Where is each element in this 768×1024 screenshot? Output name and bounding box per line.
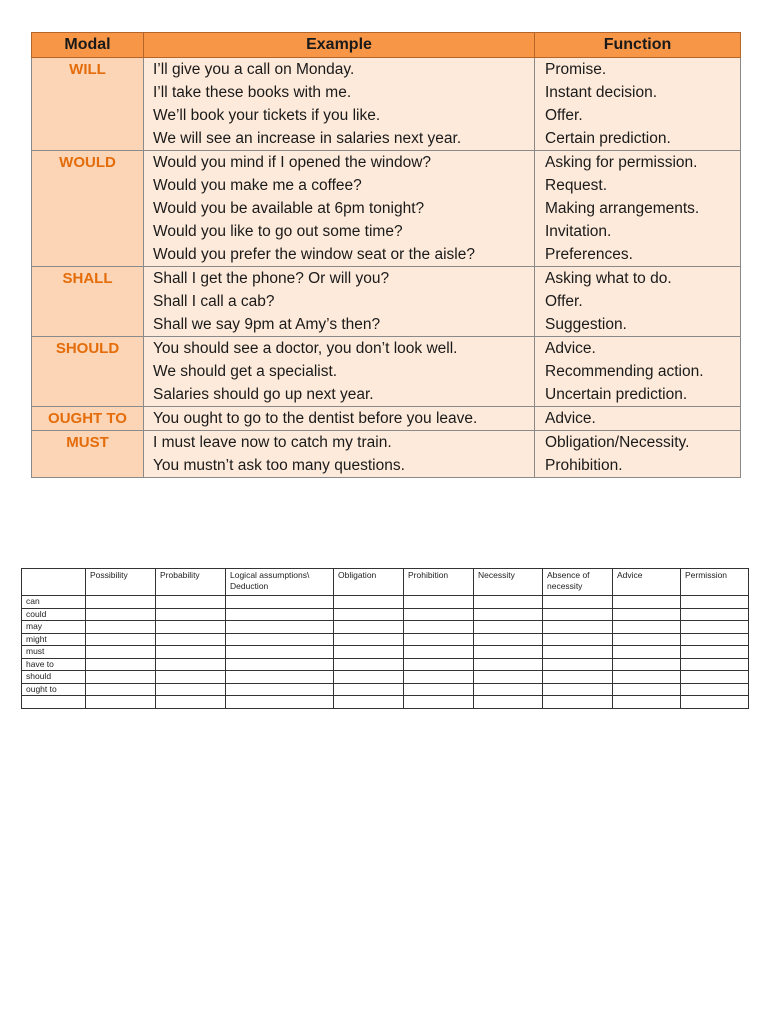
grid-empty-cell[interactable] bbox=[86, 596, 156, 609]
grid-empty-cell[interactable] bbox=[543, 608, 613, 621]
grid-empty-cell[interactable] bbox=[226, 683, 334, 696]
grid-row-label: may bbox=[22, 621, 86, 634]
grid-empty-cell[interactable] bbox=[334, 596, 404, 609]
function-label: Certain prediction. bbox=[545, 130, 671, 147]
grid-row-label: can bbox=[22, 596, 86, 609]
function-cell bbox=[535, 151, 741, 267]
grid-row-might bbox=[22, 633, 749, 646]
function-label: Asking what to do. bbox=[545, 270, 672, 287]
header-function: Function bbox=[535, 33, 741, 58]
modal-row-should bbox=[32, 337, 741, 407]
modal-name: WILL bbox=[32, 58, 144, 151]
grid-empty-cell[interactable] bbox=[156, 646, 226, 659]
grid-empty-cell[interactable] bbox=[613, 646, 681, 659]
grid-empty-cell[interactable] bbox=[543, 658, 613, 671]
grid-row-label: ought to bbox=[22, 683, 86, 696]
grid-empty-cell[interactable] bbox=[86, 633, 156, 646]
modal-row-ought-to bbox=[32, 407, 741, 431]
grid-empty-cell[interactable] bbox=[404, 633, 474, 646]
grid-column-obligation: Obligation bbox=[334, 569, 404, 596]
modal-row-will bbox=[32, 58, 741, 151]
example-sentence: We’ll book your tickets if you like. bbox=[153, 107, 381, 124]
grid-empty-cell[interactable] bbox=[543, 646, 613, 659]
grid-empty-cell[interactable] bbox=[613, 671, 681, 684]
modal-row-shall bbox=[32, 267, 741, 337]
modal-name: MUST bbox=[32, 431, 144, 478]
grid-empty-cell[interactable] bbox=[334, 633, 404, 646]
grid-empty-cell[interactable] bbox=[156, 633, 226, 646]
grid-empty-cell[interactable] bbox=[474, 608, 543, 621]
function-label: Recommending action. bbox=[545, 363, 704, 380]
grid-empty-cell[interactable] bbox=[543, 596, 613, 609]
function-cell bbox=[535, 337, 741, 407]
function-label: Request. bbox=[545, 177, 608, 194]
grid-empty-cell[interactable] bbox=[681, 696, 749, 709]
grid-row-label bbox=[22, 696, 86, 709]
grid-empty-cell[interactable] bbox=[86, 671, 156, 684]
grid-empty-cell[interactable] bbox=[86, 696, 156, 709]
example-sentence: Shall I call a cab? bbox=[153, 293, 275, 310]
grid-row-have-to bbox=[22, 658, 749, 671]
grid-empty-cell[interactable] bbox=[226, 633, 334, 646]
grid-row-could bbox=[22, 608, 749, 621]
grid-empty-cell[interactable] bbox=[404, 671, 474, 684]
example-cell bbox=[144, 151, 535, 267]
function-label: Obligation/Necessity. bbox=[545, 434, 690, 451]
example-sentence: I’ll give you a call on Monday. bbox=[153, 61, 355, 78]
grid-empty-cell[interactable] bbox=[404, 596, 474, 609]
grid-column-permission: Permission bbox=[681, 569, 749, 596]
grid-empty-cell[interactable] bbox=[474, 671, 543, 684]
grid-empty-cell[interactable] bbox=[86, 658, 156, 671]
grid-column-probability: Probability bbox=[156, 569, 226, 596]
example-cell bbox=[144, 267, 535, 337]
grid-empty-cell[interactable] bbox=[334, 658, 404, 671]
grid-empty-cell[interactable] bbox=[156, 621, 226, 634]
grid-empty-cell[interactable] bbox=[474, 658, 543, 671]
modal-row-would bbox=[32, 151, 741, 267]
example-sentence: I must leave now to catch my train. bbox=[153, 434, 392, 451]
function-label: Preferences. bbox=[545, 246, 633, 263]
grid-empty-cell[interactable] bbox=[681, 633, 749, 646]
grid-row-must bbox=[22, 646, 749, 659]
grid-row-can bbox=[22, 596, 749, 609]
grid-empty-cell[interactable] bbox=[334, 683, 404, 696]
function-cell bbox=[535, 431, 741, 478]
grid-column-advice: Advice bbox=[613, 569, 681, 596]
grid-empty-cell[interactable] bbox=[334, 671, 404, 684]
grid-empty-cell[interactable] bbox=[156, 608, 226, 621]
grid-empty-cell[interactable] bbox=[681, 671, 749, 684]
grid-empty-cell[interactable] bbox=[613, 696, 681, 709]
grid-empty-cell[interactable] bbox=[156, 696, 226, 709]
grid-empty-cell[interactable] bbox=[404, 683, 474, 696]
function-cell bbox=[535, 58, 741, 151]
modal-row-must bbox=[32, 431, 741, 478]
grid-empty-cell[interactable] bbox=[474, 696, 543, 709]
modal-name: WOULD bbox=[32, 151, 144, 267]
grid-row-blank bbox=[22, 696, 749, 709]
grid-empty-cell[interactable] bbox=[226, 646, 334, 659]
grid-row-may bbox=[22, 621, 749, 634]
grid-empty-cell[interactable] bbox=[156, 658, 226, 671]
grid-empty-cell[interactable] bbox=[543, 633, 613, 646]
grid-empty-cell[interactable] bbox=[681, 608, 749, 621]
grid-empty-cell[interactable] bbox=[226, 608, 334, 621]
grid-empty-cell[interactable] bbox=[86, 683, 156, 696]
grid-empty-cell[interactable] bbox=[681, 683, 749, 696]
function-label: Offer. bbox=[545, 107, 583, 124]
function-label: Promise. bbox=[545, 61, 607, 78]
function-cell bbox=[535, 267, 741, 337]
grid-empty-cell[interactable] bbox=[681, 658, 749, 671]
function-label: Advice. bbox=[545, 340, 596, 357]
example-cell bbox=[144, 58, 535, 151]
grid-empty-cell[interactable] bbox=[404, 658, 474, 671]
grid-empty-cell[interactable] bbox=[613, 658, 681, 671]
grid-empty-cell[interactable] bbox=[86, 646, 156, 659]
modal-name: SHOULD bbox=[32, 337, 144, 407]
grid-empty-cell[interactable] bbox=[543, 671, 613, 684]
grid-empty-cell[interactable] bbox=[86, 608, 156, 621]
example-cell bbox=[144, 431, 535, 478]
grid-row-label: must bbox=[22, 646, 86, 659]
grid-empty-cell[interactable] bbox=[226, 696, 334, 709]
example-sentence: You should see a doctor, you don’t look well. bbox=[153, 340, 458, 357]
modal-name: OUGHT TO bbox=[32, 407, 144, 431]
grid-empty-cell[interactable] bbox=[86, 621, 156, 634]
grid-empty-cell[interactable] bbox=[613, 621, 681, 634]
grid-column-logical-assumptions-deduction: Logical assumptions\ Deduction bbox=[226, 569, 334, 596]
example-sentence: We should get a specialist. bbox=[153, 363, 338, 380]
grid-empty-cell[interactable] bbox=[543, 621, 613, 634]
modal-functions-table bbox=[31, 32, 741, 478]
grid-row-label: might bbox=[22, 633, 86, 646]
example-sentence: Would you make me a coffee? bbox=[153, 177, 362, 194]
grid-empty-cell[interactable] bbox=[474, 633, 543, 646]
grid-row-should bbox=[22, 671, 749, 684]
example-sentence: Would you mind if I opened the window? bbox=[153, 154, 432, 171]
grid-row-label: should bbox=[22, 671, 86, 684]
grid-empty-cell[interactable] bbox=[404, 696, 474, 709]
grid-empty-cell[interactable] bbox=[474, 683, 543, 696]
modal-table-header-row bbox=[32, 33, 741, 58]
grid-empty-cell[interactable] bbox=[156, 683, 226, 696]
grid-empty-cell[interactable] bbox=[404, 646, 474, 659]
function-label: Prohibition. bbox=[545, 457, 623, 474]
grid-empty-cell[interactable] bbox=[613, 633, 681, 646]
example-sentence: We will see an increase in salaries next year. bbox=[153, 130, 462, 147]
function-cell bbox=[535, 407, 741, 431]
modal-name: SHALL bbox=[32, 267, 144, 337]
example-sentence: Shall I get the phone? Or will you? bbox=[153, 270, 390, 287]
example-sentence: Shall we say 9pm at Amy’s then? bbox=[153, 316, 381, 333]
grid-column-absence-of-necessity: Absence of necessity bbox=[543, 569, 613, 596]
grid-empty-cell[interactable] bbox=[334, 696, 404, 709]
grid-empty-cell[interactable] bbox=[404, 608, 474, 621]
grid-empty-cell[interactable] bbox=[613, 596, 681, 609]
grid-empty-cell[interactable] bbox=[226, 621, 334, 634]
example-sentence: Would you be available at 6pm tonight? bbox=[153, 200, 425, 217]
example-sentence: Salaries should go up next year. bbox=[153, 386, 374, 403]
grid-column-possibility: Possibility bbox=[86, 569, 156, 596]
function-label: Advice. bbox=[545, 410, 596, 427]
grid-empty-cell[interactable] bbox=[156, 671, 226, 684]
example-sentence: Would you prefer the window seat or the aisle? bbox=[153, 246, 475, 263]
example-sentence: I’ll take these books with me. bbox=[153, 84, 352, 101]
header-modal: Modal bbox=[32, 33, 144, 58]
grid-empty-cell[interactable] bbox=[681, 596, 749, 609]
grid-empty-cell[interactable] bbox=[681, 621, 749, 634]
function-label: Instant decision. bbox=[545, 84, 658, 101]
grid-row-label: have to bbox=[22, 658, 86, 671]
function-label: Making arrangements. bbox=[545, 200, 700, 217]
modal-usage-grid bbox=[21, 568, 749, 709]
grid-empty-cell[interactable] bbox=[226, 596, 334, 609]
grid-row-ought-to bbox=[22, 683, 749, 696]
grid-empty-cell[interactable] bbox=[334, 621, 404, 634]
grid-empty-cell[interactable] bbox=[334, 608, 404, 621]
function-label: Asking for permission. bbox=[545, 154, 698, 171]
grid-empty-cell[interactable] bbox=[613, 683, 681, 696]
function-label: Suggestion. bbox=[545, 316, 627, 333]
example-sentence: You mustn’t ask too many questions. bbox=[153, 457, 405, 474]
grid-empty-cell[interactable] bbox=[613, 608, 681, 621]
grid-empty-cell[interactable] bbox=[681, 646, 749, 659]
grid-empty-cell[interactable] bbox=[543, 683, 613, 696]
header-example: Example bbox=[144, 33, 535, 58]
grid-column-prohibition: Prohibition bbox=[404, 569, 474, 596]
grid-empty-cell[interactable] bbox=[404, 621, 474, 634]
modal-table-body bbox=[32, 58, 741, 478]
example-cell bbox=[144, 337, 535, 407]
function-label: Uncertain prediction. bbox=[545, 386, 688, 403]
example-sentence: Would you like to go out some time? bbox=[153, 223, 403, 240]
grid-empty-cell[interactable] bbox=[543, 696, 613, 709]
grid-empty-cell[interactable] bbox=[226, 671, 334, 684]
grid-empty-cell[interactable] bbox=[474, 646, 543, 659]
grid-empty-cell[interactable] bbox=[474, 621, 543, 634]
grid-header-row bbox=[22, 569, 749, 596]
grid-column-necessity: Necessity bbox=[474, 569, 543, 596]
example-cell bbox=[144, 407, 535, 431]
grid-empty-cell[interactable] bbox=[474, 596, 543, 609]
grid-column-corner bbox=[22, 569, 86, 596]
grid-empty-cell[interactable] bbox=[226, 658, 334, 671]
example-sentence: You ought to go to the dentist before you leave. bbox=[153, 410, 478, 427]
grid-empty-cell[interactable] bbox=[156, 596, 226, 609]
function-label: Offer. bbox=[545, 293, 583, 310]
grid-empty-cell[interactable] bbox=[334, 646, 404, 659]
grid-body bbox=[22, 596, 749, 709]
function-label: Invitation. bbox=[545, 223, 612, 240]
grid-row-label: could bbox=[22, 608, 86, 621]
